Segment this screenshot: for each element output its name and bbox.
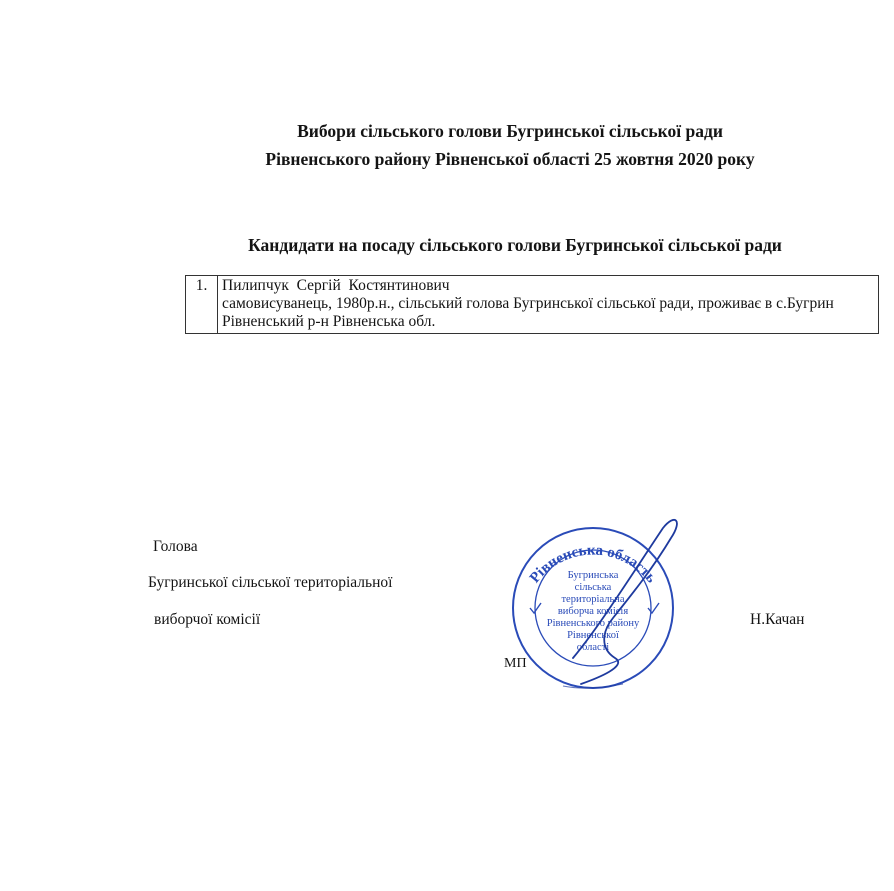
svg-text:виборча комісія: виборча комісія xyxy=(557,606,629,617)
svg-text:Бугринська: Бугринська xyxy=(567,570,619,581)
candidate-number: 1. xyxy=(186,276,218,334)
signature-position-line-3: виборчої комісії xyxy=(154,611,261,628)
candidate-name: Пилипчук Сергій Костянтинович xyxy=(222,277,450,294)
svg-text:Рівненського району: Рівненського району xyxy=(546,618,640,629)
candidates-table xyxy=(185,275,879,334)
signature-position-line-2: Бугринської сільської територіальної xyxy=(148,574,393,591)
title-line-2: Рівненського району Рівненської області 25 жовтня 2020 року xyxy=(265,149,755,169)
official-stamp xyxy=(503,508,683,708)
table-row xyxy=(186,276,879,334)
candidates-heading: Кандидати на посаду сільського голови Бугринської сільської ради xyxy=(248,235,782,255)
signature-position-line-1: Голова xyxy=(153,538,198,555)
seal-label: МП xyxy=(504,656,527,671)
candidate-details: самовисуванець, 1980р.н., сільський голова Бугринської сільської ради, проживає в с.Бугрин Рівненський р-н Рівненська обл. xyxy=(222,295,834,330)
svg-text:області: області xyxy=(576,642,610,653)
signer-name: Н.Качан xyxy=(750,611,805,628)
svg-text:Рівненської: Рівненської xyxy=(567,630,619,641)
stamp-outer-text: Рівненська область xyxy=(526,542,660,587)
title-line-1: Вибори сільського голови Бугринської сільської ради xyxy=(297,121,723,141)
svg-text:територіальна: територіальна xyxy=(561,594,625,605)
svg-text:сільська: сільська xyxy=(574,582,612,593)
document-title xyxy=(180,117,840,173)
candidate-cell xyxy=(218,276,879,334)
